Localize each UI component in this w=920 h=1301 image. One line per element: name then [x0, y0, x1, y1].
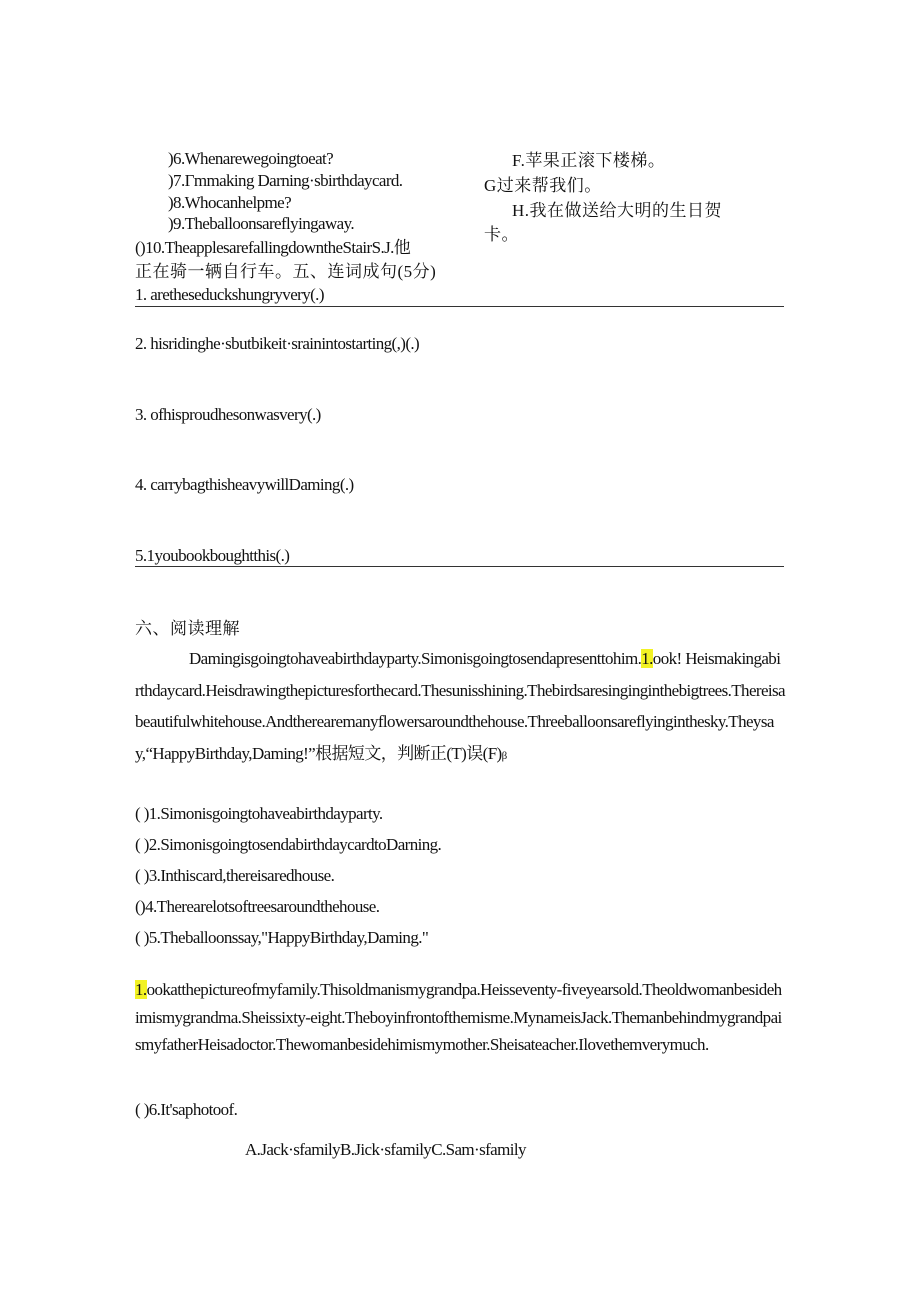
answer-line-1	[135, 306, 784, 307]
match-left-9: )9.Theballoonsareflyingaway.	[168, 214, 355, 233]
match-right-f: F.苹果正滚下楼梯。	[512, 151, 666, 170]
question-6-stem: ( )6.It'saphotoof.	[135, 1100, 238, 1119]
match-left-8: )8.Whocanhelpme?	[168, 193, 292, 212]
match-left-10: ()10.TheapplesarefallingdowntheStairS.J.他	[135, 238, 411, 257]
section5-heading-line: 正在骑一辆自行车。五、连词成句(5分)	[135, 262, 437, 281]
reorder-item-2: 2. hisridinghe·sbutbikeit·srainintostarting(,)(.)	[135, 334, 420, 353]
reorder-item-4: 4. carrybagthisheavywillDaming(.)	[135, 475, 354, 494]
section6-title: 六、阅读理解	[135, 619, 240, 638]
passage2-highlight: 1.	[135, 980, 147, 999]
reorder-item-3: 3. ofhisproudhesonwasvery(.)	[135, 405, 321, 424]
question-6-options: A.Jack·sfamilyB.Jick·sfamilyC.Sam·sfamily	[245, 1140, 526, 1159]
reading-passage-2	[135, 976, 785, 1059]
tf-question-3: ( )3.Inthiscard,thereisaredhouse.	[135, 866, 335, 885]
tf-question-2: ( )2.SimonisgoingtosendabirthdaycardtoDarning.	[135, 835, 442, 854]
tf-question-4: ()4.Therearelotsoftreesaroundthehouse.	[135, 897, 380, 916]
reorder-item-5: 5.1youbookboughtthis(.)	[135, 546, 290, 565]
passage1-text-b: ook! Heismakingabirthdaycard.Heisdrawingthepicturesforthecard.Thesunisshining.Thebirdsaresinginginthebigtrees.Thereisabeautifulwhitehouse.Andtherearemanyflowersaroundthehouse.Threeballoonsareflyinginthesky.Theysay,“HappyBirthday,Daming!”根据短文，判断正(T)误(F)	[135, 649, 785, 763]
match-right-h-cont: 卡。	[484, 225, 519, 244]
passage2-text: ookatthepictureofmyfamily.Thisoldmanismygrandpa.Heisseventy-fiveyearsold.Theoldwomanbesidehimismygrandma.Sheissixty-eight.Theboyinfrontofthemisme.MynameisJack.ThemanbehindmygrandpaismyfatherHeisadoctor.Thewomanbesidehimismymother.Sheisateacher.Ilovethemverymuch.	[135, 980, 782, 1054]
match-left-6: )6.Whenarewegoingtoeat?	[168, 149, 334, 168]
tf-question-1: ( )1.Simonisgoingtohaveabirthdayparty.	[135, 804, 383, 823]
answer-line-5	[135, 566, 784, 567]
passage1-text-a: Damingisgoingtohaveabirthdayparty.Simonisgoingtosendapresenttohim.	[189, 649, 642, 668]
reading-passage-1	[135, 643, 785, 772]
passage1-highlight: 1.	[641, 649, 653, 668]
reorder-item-1: 1. aretheseduckshungryvery(.)	[135, 285, 324, 304]
tf-question-5: ( )5.Theballoonssay,"HappyBirthday,Daming."	[135, 928, 429, 947]
match-left-7: )7.Γmmaking Darning·sbirthdaycard.	[168, 171, 403, 190]
match-right-h: H.我在做送给大明的生日贺	[512, 201, 723, 220]
match-right-g: G过来帮我们。	[484, 176, 602, 195]
passage1-tail: β	[501, 749, 507, 762]
